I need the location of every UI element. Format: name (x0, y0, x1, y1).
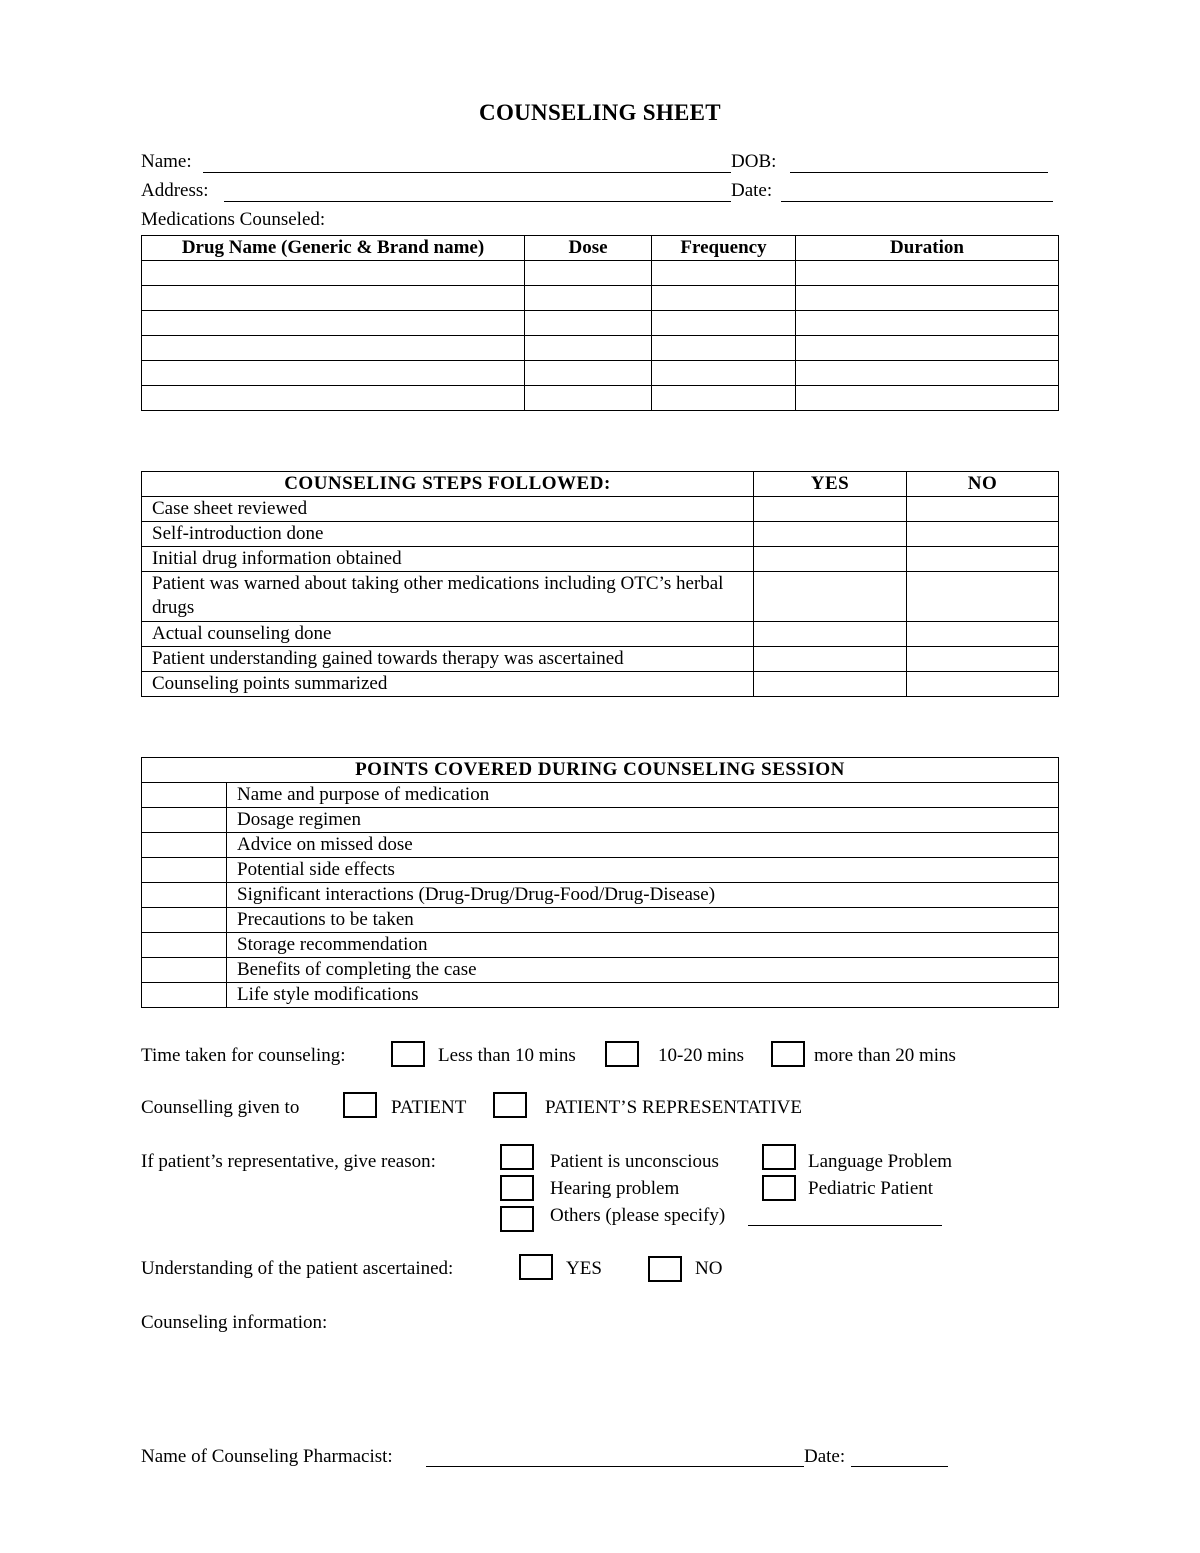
col-header-no: NO (907, 472, 1059, 497)
dose-cell[interactable] (525, 286, 652, 311)
reason-label: If patient’s representative, give reason: (141, 1151, 436, 1172)
dob-label: DOB: (731, 151, 777, 172)
name-field[interactable] (203, 172, 731, 173)
point-label: Benefits of completing the case (227, 958, 1059, 983)
step-yes-cell[interactable] (754, 522, 907, 547)
less-than-10-checkbox[interactable] (391, 1041, 425, 1067)
hearing-problem-label: Hearing problem (550, 1178, 680, 1199)
step-yes-cell[interactable] (754, 572, 907, 622)
name-label: Name: (141, 151, 192, 172)
step-row (142, 497, 1059, 522)
frequency-cell[interactable] (652, 286, 796, 311)
pharmacist-date-field[interactable] (851, 1466, 948, 1467)
point-row (142, 883, 1059, 908)
col-header-steps: COUNSELING STEPS FOLLOWED: (142, 472, 754, 497)
drug-name-cell[interactable] (142, 311, 525, 336)
unconscious-checkbox[interactable] (500, 1144, 534, 1170)
medication-row (142, 286, 1059, 311)
point-label: Storage recommendation (227, 933, 1059, 958)
date-label: Date: (731, 180, 773, 201)
col-header-drug-name: Drug Name (Generic & Brand name) (142, 236, 525, 261)
point-check-cell[interactable] (142, 883, 227, 908)
step-yes-cell[interactable] (754, 497, 907, 522)
point-label: Potential side effects (227, 858, 1059, 883)
address-label: Address: (141, 180, 209, 201)
medications-header-row (142, 236, 1059, 261)
understanding-no-checkbox[interactable] (648, 1256, 682, 1282)
hearing-problem-checkbox[interactable] (500, 1175, 534, 1201)
point-row (142, 833, 1059, 858)
step-yes-cell[interactable] (754, 647, 907, 672)
10-20-mins-checkbox[interactable] (605, 1041, 639, 1067)
duration-cell[interactable] (796, 361, 1059, 386)
drug-name-cell[interactable] (142, 386, 525, 411)
points-covered-table (141, 757, 1059, 1008)
point-row (142, 983, 1059, 1008)
step-no-cell[interactable] (907, 522, 1059, 547)
drug-name-cell[interactable] (142, 336, 525, 361)
dose-cell[interactable] (525, 361, 652, 386)
page-title: COUNSELING SHEET (479, 100, 721, 125)
step-no-cell[interactable] (907, 622, 1059, 647)
frequency-cell[interactable] (652, 311, 796, 336)
others-specify-field[interactable] (748, 1225, 942, 1226)
col-header-dose: Dose (525, 236, 652, 261)
time-taken-label: Time taken for counseling: (141, 1045, 346, 1066)
step-no-cell[interactable] (907, 647, 1059, 672)
step-label: Counseling points summarized (142, 672, 754, 697)
step-no-cell[interactable] (907, 572, 1059, 622)
duration-cell[interactable] (796, 286, 1059, 311)
step-no-cell[interactable] (907, 547, 1059, 572)
language-problem-label: Language Problem (808, 1151, 953, 1172)
pediatric-patient-checkbox[interactable] (762, 1175, 796, 1201)
medication-row (142, 361, 1059, 386)
points-header: POINTS COVERED DURING COUNSELING SESSION (142, 758, 1059, 783)
point-row (142, 808, 1059, 833)
point-label: Dosage regimen (227, 808, 1059, 833)
pharmacist-name-label: Name of Counseling Pharmacist: (141, 1446, 393, 1467)
duration-cell[interactable] (796, 336, 1059, 361)
understanding-yes-label: YES (566, 1258, 602, 1279)
pediatric-patient-label: Pediatric Patient (808, 1178, 934, 1199)
point-label: Precautions to be taken (227, 908, 1059, 933)
duration-cell[interactable] (796, 386, 1059, 411)
pharmacist-date-label: Date: (804, 1446, 846, 1467)
medication-row (142, 261, 1059, 286)
medication-row (142, 336, 1059, 361)
step-label: Case sheet reviewed (142, 497, 754, 522)
step-label: Patient was warned about taking other medications including OTC’s herbal drugs (142, 572, 754, 622)
representative-checkbox[interactable] (493, 1092, 527, 1118)
step-label: Patient understanding gained towards therapy was ascertained (142, 647, 754, 672)
points-header-row (142, 758, 1059, 783)
steps-header-row (142, 472, 1059, 497)
point-check-cell[interactable] (142, 933, 227, 958)
medication-row (142, 311, 1059, 336)
step-row (142, 547, 1059, 572)
less-than-10-label: Less than 10 mins (438, 1045, 576, 1066)
patient-label: PATIENT (391, 1097, 467, 1118)
pharmacist-name-field[interactable] (426, 1466, 804, 1467)
point-row (142, 908, 1059, 933)
medications-table (141, 235, 1059, 411)
dose-cell[interactable] (525, 386, 652, 411)
point-row (142, 858, 1059, 883)
duration-cell[interactable] (796, 311, 1059, 336)
frequency-cell[interactable] (652, 386, 796, 411)
drug-name-cell[interactable] (142, 286, 525, 311)
frequency-cell[interactable] (652, 261, 796, 286)
frequency-cell[interactable] (652, 361, 796, 386)
given-to-label: Counselling given to (141, 1097, 300, 1118)
step-row (142, 572, 1059, 622)
dose-cell[interactable] (525, 261, 652, 286)
understanding-yes-checkbox[interactable] (519, 1254, 553, 1280)
drug-name-cell[interactable] (142, 361, 525, 386)
address-field[interactable] (224, 201, 731, 202)
dose-cell[interactable] (525, 336, 652, 361)
representative-label: PATIENT’S REPRESENTATIVE (545, 1097, 802, 1118)
col-header-yes: YES (754, 472, 907, 497)
unconscious-label: Patient is unconscious (550, 1151, 719, 1172)
patient-checkbox[interactable] (343, 1092, 377, 1118)
step-label: Actual counseling done (142, 622, 754, 647)
understanding-label: Understanding of the patient ascertained: (141, 1258, 454, 1279)
step-label: Initial drug information obtained (142, 547, 754, 572)
dob-field[interactable] (790, 172, 1048, 173)
understanding-no-label: NO (695, 1258, 723, 1279)
point-row (142, 783, 1059, 808)
frequency-cell[interactable] (652, 336, 796, 361)
counseling-info-area[interactable] (141, 1340, 1059, 1430)
step-yes-cell[interactable] (754, 672, 907, 697)
dose-cell[interactable] (525, 311, 652, 336)
medications-label: Medications Counseled: (141, 209, 326, 230)
point-check-cell[interactable] (142, 833, 227, 858)
duration-cell[interactable] (796, 261, 1059, 286)
step-no-cell[interactable] (907, 672, 1059, 697)
10-20-mins-label: 10-20 mins (658, 1045, 745, 1066)
point-label: Life style modifications (227, 983, 1059, 1008)
step-yes-cell[interactable] (754, 547, 907, 572)
point-label: Name and purpose of medication (227, 783, 1059, 808)
step-row (142, 522, 1059, 547)
step-yes-cell[interactable] (754, 622, 907, 647)
medication-row (142, 386, 1059, 411)
more-than-20-checkbox[interactable] (771, 1041, 805, 1067)
more-than-20-label: more than 20 mins (814, 1045, 956, 1066)
step-row (142, 647, 1059, 672)
point-check-cell[interactable] (142, 958, 227, 983)
point-check-cell[interactable] (142, 983, 227, 1008)
point-row (142, 933, 1059, 958)
point-label: Advice on missed dose (227, 833, 1059, 858)
col-header-frequency: Frequency (652, 236, 796, 261)
step-row (142, 622, 1059, 647)
col-header-duration: Duration (796, 236, 1059, 261)
step-row (142, 672, 1059, 697)
point-check-cell[interactable] (142, 908, 227, 933)
drug-name-cell[interactable] (142, 261, 525, 286)
counseling-info-label: Counseling information: (141, 1312, 328, 1333)
point-check-cell[interactable] (142, 858, 227, 883)
others-checkbox[interactable] (500, 1206, 534, 1232)
point-label: Significant interactions (Drug-Drug/Drug-Food/Drug-Disease) (227, 883, 1059, 908)
step-label: Self-introduction done (142, 522, 754, 547)
date-field[interactable] (781, 201, 1053, 202)
counseling-steps-table (141, 471, 1059, 697)
point-check-cell[interactable] (142, 808, 227, 833)
point-row (142, 958, 1059, 983)
step-no-cell[interactable] (907, 497, 1059, 522)
others-label: Others (please specify) (550, 1205, 726, 1226)
point-check-cell[interactable] (142, 783, 227, 808)
language-problem-checkbox[interactable] (762, 1144, 796, 1170)
